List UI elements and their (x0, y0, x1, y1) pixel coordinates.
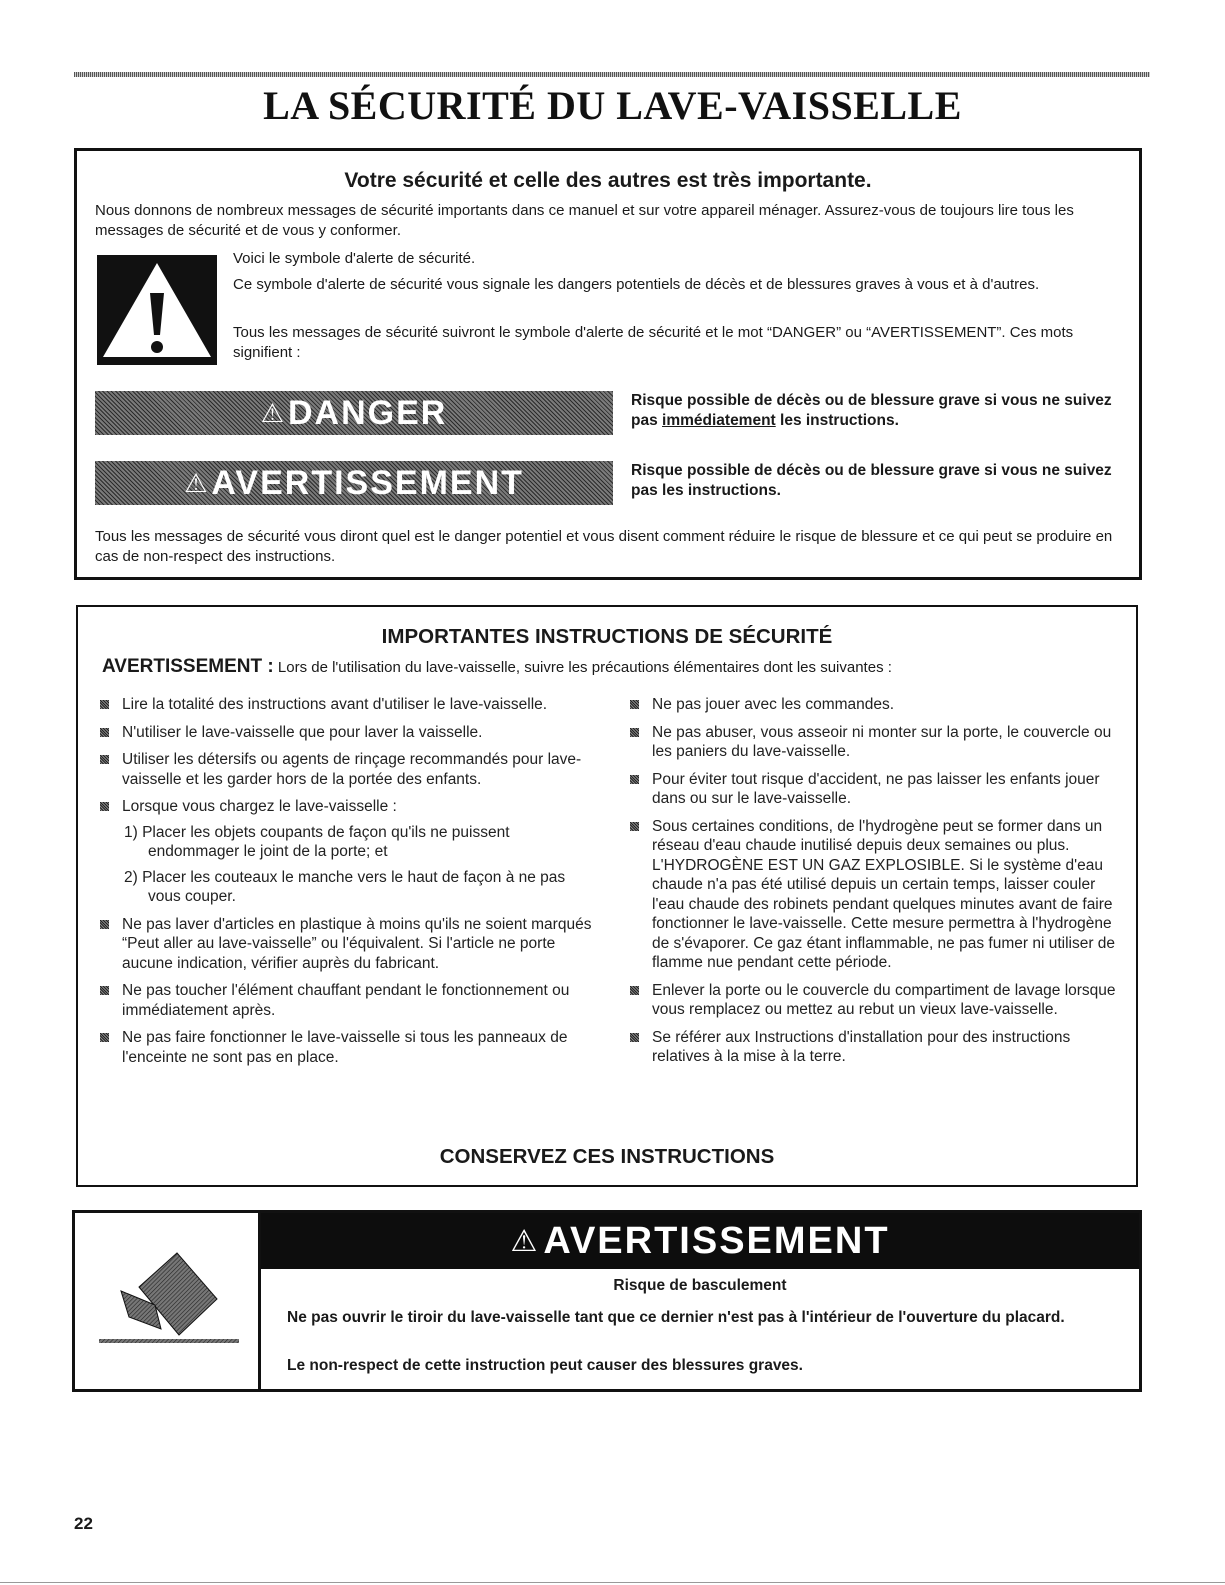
list-item: Ne pas laver d'articles en plastique à moins qu'ils ne soient marqués “Peut aller au lave-vaisselle” ou l'équivalent. Si l'article ne porte aucune indication, vérifier auprès du fabricant. (90, 915, 600, 974)
list-item: Utiliser les détersifs ou agents de rinçage recommandés pour lave-vaisselle et les garder hors de la portée des enfants. (90, 750, 600, 789)
list-item: Sous certaines conditions, de l'hydrogène peut se former dans un réseau d'eau chaude inutilisé depuis deux semaines ou plus. L'HYDROGÈNE EST UN GAZ EXPLOSIBLE. Si le système d'eau chaude n'a pas été utilisé depuis un certain temps, laisser couler l'eau chaude des robinets pendant quelques minutes avant de faire fonctionner le lave-vaisselle. Cette mesure permettra à l'hydrogène de s'évaporer. Ce gaz étant inflammable, ne pas fumer ni utiliser de flamme nue pendant cette période. (620, 817, 1130, 973)
safety-intro-box (74, 148, 1142, 580)
alert-line-words: Tous les messages de sécurité suivront le symbole d'alerte de sécurité et le mot “DANGER” ou “AVERTISSEMENT”. Ces mots signifient : (233, 324, 1074, 361)
save-instructions-heading: CONSERVEZ CES INSTRUCTIONS (439, 1145, 775, 1168)
alert-line-meaning: Ce symbole d'alerte de sécurité vous signale les dangers potentiels de décès et de blessures graves à vous et à d'autres. (233, 276, 1040, 293)
list-item: N'utiliser le lave-vaisselle que pour laver la vaisselle. (90, 723, 600, 743)
avertissement-banner-black (261, 1213, 1139, 1269)
avertissement-description: Risque possible de décès ou de blessure grave si vous ne suivez pas les instructions. (631, 462, 1112, 499)
bullet-icon (630, 728, 639, 737)
warning-triangle-small-icon: ⚠ (510, 1224, 540, 1258)
danger-banner (95, 391, 613, 435)
list-item: Ne pas jouer avec les commandes. (620, 695, 1130, 715)
list-item: Se référer aux Instructions d'installation pour des instructions relatives à la mise à la terre. (620, 1028, 1130, 1067)
bottom-rule (0, 1582, 1225, 1583)
warning-text: Lors de l'utilisation du lave-vaisselle, suivre les précautions élémentaires dont les suivantes : (273, 659, 892, 676)
bullet-icon (100, 920, 109, 929)
avertissement-banner (95, 461, 613, 505)
warning-triangle-small-icon: ⚠ (184, 467, 210, 498)
instructions-warning (102, 657, 1132, 678)
page-number: 22 (74, 1514, 93, 1533)
tip-warning-box (72, 1210, 1142, 1392)
list-item: Ne pas faire fonctionner le lave-vaisselle si tous les panneaux de l'enceinte ne sont pas en place. (90, 1028, 600, 1067)
page-title: LA SÉCURITÉ DU LAVE-VAISSELLE (263, 83, 962, 128)
instructions-title: IMPORTANTES INSTRUCTIONS DE SÉCURITÉ (381, 625, 833, 648)
bullet-icon (100, 1033, 109, 1042)
tip-consequence: Le non-respect de cette instruction peut causer des blessures graves. (287, 1357, 803, 1374)
danger-description: Risque possible de décès ou de blessure grave si vous ne suivez pas immédiatement les instructions. (631, 392, 1112, 429)
list-item: Ne pas abuser, vous asseoir ni monter sur la porte, le couvercle ou les paniers du lave-vaisselle. (620, 723, 1130, 762)
instructions-right-column (620, 695, 1130, 1075)
bullet-icon (100, 700, 109, 709)
bullet-icon (100, 755, 109, 764)
safety-intro-text: Nous donnons de nombreux messages de sécurité importants dans ce manuel et sur votre appareil ménager. Assurez-vous de toujours lire tous les messages de sécurité et de vous y conformer. (95, 202, 1074, 239)
alert-line-symbol: Voici le symbole d'alerte de sécurité. (233, 250, 476, 267)
tip-instruction: Ne pas ouvrir le tiroir du lave-vaisselle tant que ce dernier n'est pas à l'intérieur de l'ouverture du placard. (287, 1309, 1065, 1326)
list-item: Lorsque vous chargez le lave-vaisselle : (90, 797, 600, 817)
tip-banner-label: AVERTISSEMENT (543, 1219, 890, 1262)
bullet-icon (630, 822, 639, 831)
bullet-icon (100, 728, 109, 737)
bullet-icon (630, 986, 639, 995)
bullet-icon (630, 775, 639, 784)
warning-lead: AVERTISSEMENT : (102, 656, 274, 677)
tipping-dishwasher-icon (99, 1247, 239, 1347)
safety-footer-text: Tous les messages de sécurité vous diront quel est le danger potentiel et vous disent comment réduire le risque de blessure et ce qui peut se produire en cas de non-respect des instructions. (95, 528, 1113, 565)
warning-triangle-icon (97, 255, 217, 365)
bullet-icon (630, 700, 639, 709)
safety-heading: Votre sécurité et celle des autres est très importante. (344, 169, 872, 192)
tip-subtitle: Risque de basculement (613, 1277, 787, 1294)
top-rule (74, 72, 1150, 77)
list-item: Pour éviter tout risque d'accident, ne pas laisser les enfants jouer dans ou sur le lave-vaisselle. (620, 770, 1130, 809)
loading-step: 2) Placer les couteaux le manche vers le haut de façon à ne pas vous couper. (124, 868, 566, 905)
avertissement-label: AVERTISSEMENT (211, 463, 524, 502)
instructions-left-column (90, 695, 600, 1075)
danger-label: DANGER (287, 393, 448, 432)
loading-step: 1) Placer les objets coupants de façon qu'ils ne puissent endommager le joint de la porte; et (124, 823, 510, 860)
instructions-box (76, 605, 1138, 1187)
list-item: Enlever la porte ou le couvercle du compartiment de lavage lorsque vous remplacez ou mettez au rebut un vieux lave-vaisselle. (620, 981, 1130, 1020)
list-item: Ne pas toucher l'élément chauffant pendant le fonctionnement ou immédiatement après. (90, 981, 600, 1020)
list-item: Lire la totalité des instructions avant d'utiliser le lave-vaisselle. (90, 695, 600, 715)
warning-triangle-small-icon: ⚠ (260, 397, 286, 428)
danger-emphasis: immédiatement (662, 412, 776, 429)
bullet-icon (100, 986, 109, 995)
bullet-icon (630, 1033, 639, 1042)
bullet-icon (100, 802, 109, 811)
